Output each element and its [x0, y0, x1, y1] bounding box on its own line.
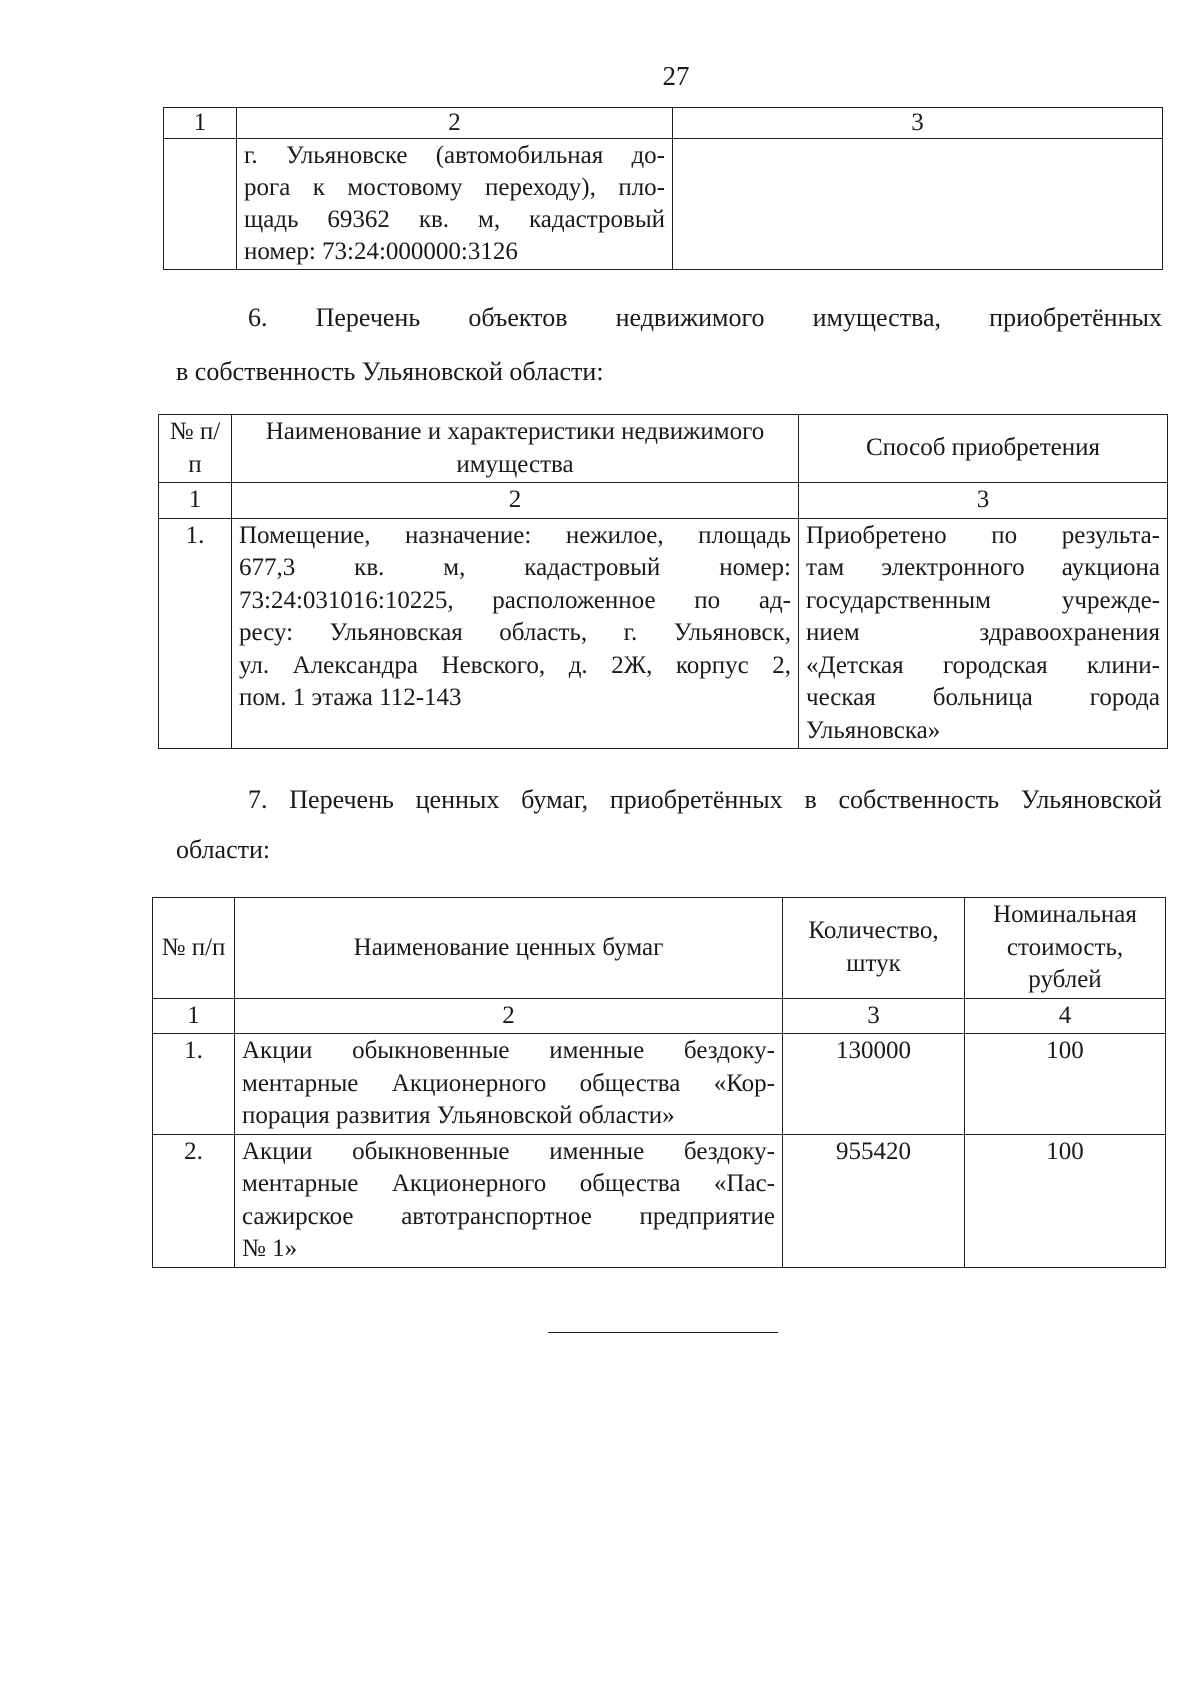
header-nominal: Номинальная стоимость, рублей	[965, 898, 1166, 999]
text-line: государственным учрежде-	[806, 586, 1160, 614]
col-number-cell: 1	[159, 483, 232, 519]
heading-word: имущества,	[812, 303, 942, 332]
text-line: № 1»	[242, 1235, 298, 1262]
text-line: Помещение, назначение: нежилое, площадь	[239, 521, 791, 549]
nominal-cell: 100	[965, 1134, 1166, 1267]
row-number-cell: 1.	[159, 518, 232, 749]
table-row	[159, 518, 1168, 749]
heading-word: объектов	[468, 303, 568, 332]
text-line: там электронного аукциона	[806, 554, 1160, 581]
heading-word: Перечень	[289, 785, 394, 814]
security-name-cell	[235, 1034, 783, 1135]
table-row	[164, 139, 1163, 270]
row-number-cell: 1.	[153, 1034, 235, 1135]
security-name-cell	[235, 1134, 783, 1267]
text-line: ментарные Акционерного общества «Кор-	[242, 1069, 775, 1097]
nominal-cell: 100	[965, 1034, 1166, 1135]
heading-word: ценных	[415, 785, 500, 814]
col-number-cell: 2	[232, 483, 799, 519]
text-line: пом. 1 этажа 112-143	[239, 684, 462, 711]
quantity-cell: 955420	[783, 1134, 965, 1267]
text-line: 677,3 кв. м, кадастровый номер:	[239, 554, 791, 581]
heading-word: собственность	[838, 785, 1000, 814]
heading-word: в	[804, 785, 817, 814]
text-line: нием здравоохранения	[806, 619, 1160, 646]
section-6-heading-line	[176, 302, 1162, 334]
header-name: Наименование ценных бумаг	[235, 898, 783, 999]
acquisition-method-cell	[799, 518, 1168, 749]
table-header-row	[159, 415, 1168, 483]
heading-word: недвижимого	[615, 303, 765, 332]
header-quantity: Количество, штук	[783, 898, 965, 999]
text-line: «Детская городская клини-	[806, 651, 1160, 679]
end-separator-line	[548, 1332, 778, 1333]
text-line: Приобретено по результа-	[806, 521, 1160, 549]
column-number-row	[164, 108, 1163, 139]
text-line: г. Ульяновске (автомобильная до-	[244, 142, 665, 169]
property-description-cell	[237, 139, 673, 270]
header-number: № п/п	[159, 415, 232, 483]
heading-word: 7.	[248, 785, 268, 814]
page-number: 27	[662, 61, 690, 91]
section-6-heading-continuation: в собственность Ульяновской области:	[176, 357, 604, 386]
col-number-cell: 3	[673, 108, 1163, 139]
text-line: ментарные Акционерного общества «Пас-	[242, 1170, 775, 1197]
header-method: Способ приобретения	[799, 415, 1168, 483]
empty-cell	[673, 139, 1163, 270]
quantity-cell: 130000	[783, 1034, 965, 1135]
text-line: сажирское автотранспортное предприятие	[242, 1202, 775, 1230]
text-line: Акции обыкновенные именные бездоку-	[242, 1137, 775, 1165]
col-number-cell: 4	[965, 998, 1166, 1034]
continuation-table	[163, 107, 1163, 270]
heading-word: Перечень	[315, 303, 421, 332]
text-line: ресу: Ульяновская область, г. Ульяновск,	[239, 619, 791, 646]
text-line: порация развития Ульяновской области»	[242, 1102, 675, 1129]
col-number-cell: 1	[153, 998, 235, 1034]
row-number-cell	[164, 139, 237, 270]
text-line: Акции обыкновенные именные бездоку-	[242, 1037, 775, 1064]
col-number-cell: 2	[237, 108, 673, 139]
table-row	[153, 1134, 1166, 1267]
securities-table	[152, 897, 1166, 1268]
heading-word: Ульяновской	[1020, 785, 1162, 814]
text-line: Ульяновска»	[806, 716, 941, 744]
col-number-cell: 1	[164, 108, 237, 139]
section-7-heading-continuation: области:	[176, 835, 271, 864]
property-description-cell	[232, 518, 799, 749]
text-line: ческая больница города	[806, 684, 1160, 711]
heading-word: приобретённых	[609, 785, 783, 814]
heading-word: 6.	[248, 303, 268, 332]
text-line: щадь 69362 кв. м, кадастровый	[244, 206, 665, 233]
section-7-heading-line	[176, 784, 1162, 816]
table-row	[153, 1034, 1166, 1135]
row-number-cell: 2.	[153, 1134, 235, 1267]
column-number-row	[159, 483, 1168, 519]
text-line: номер: 73:24:000000:3126	[244, 238, 518, 265]
realty-table	[158, 414, 1168, 749]
column-number-row	[153, 998, 1166, 1034]
text-line: 73:24:031016:10225, расположенное по ад-	[239, 586, 791, 614]
header-name: Наименование и характеристики недвижимого имущества	[232, 415, 799, 483]
header-number: № п/п	[153, 898, 235, 999]
heading-word: бумаг,	[521, 785, 589, 814]
text-line: рога к мостовому переходу), пло-	[244, 174, 665, 201]
col-number-cell: 3	[799, 483, 1168, 519]
col-number-cell: 2	[235, 998, 783, 1034]
table-header-row	[153, 898, 1166, 999]
text-line: ул. Александра Невского, д. 2Ж, корпус 2,	[239, 651, 791, 679]
col-number-cell: 3	[783, 998, 965, 1034]
heading-word: приобретённых	[989, 303, 1162, 332]
